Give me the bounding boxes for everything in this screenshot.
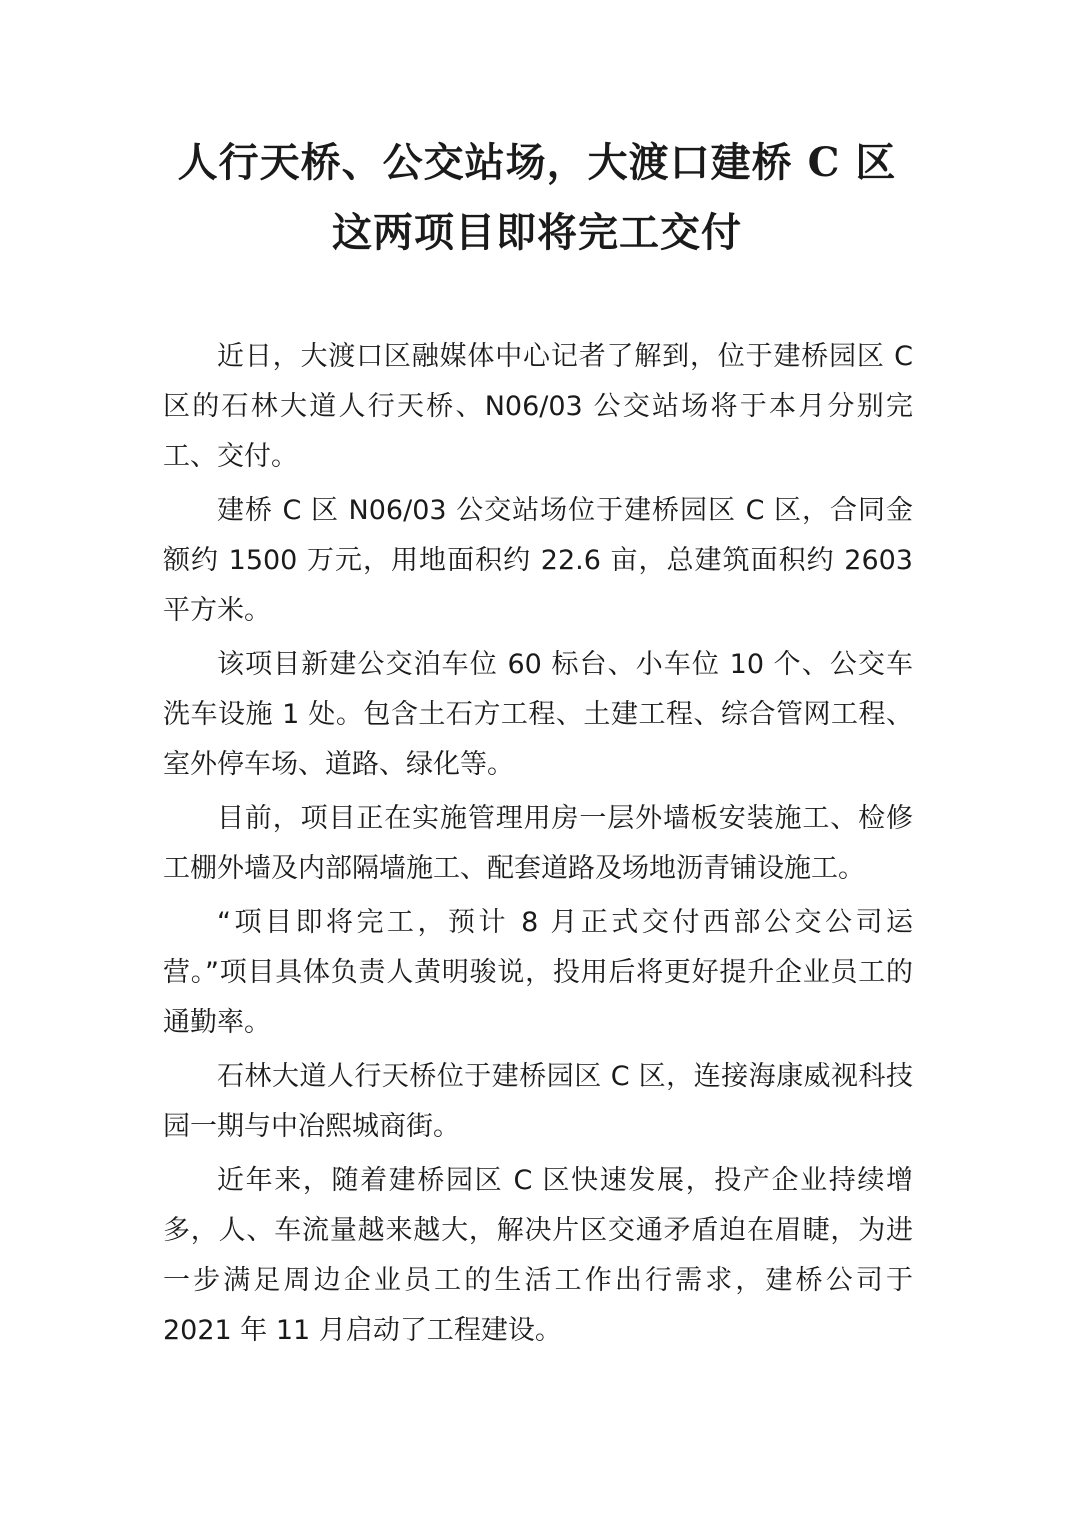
paragraph-1: 近日，大渡口区融媒体中心记者了解到，位于建桥园区 C 区的石林大道人行天桥、N06/03 公交站场将于本月分别完工、交付。 (163, 341, 913, 472)
article-body (163, 332, 913, 1360)
paragraph-3: 该项目新建公交泊车位 60 标台、小车位 10 个、公交车洗车设施 1 处。包含土石方工程、土建工程、综合管网工程、室外停车场、道路、绿化等。 (163, 649, 913, 780)
paragraph-7: 近年来，随着建桥园区 C 区快速发展，投产企业持续增多，人、车流量越来越大，解决片区交通矛盾迫在眉睫，为进一步满足周边企业员工的生活工作出行需求，建桥公司于 2021 年 11 月启动了工程建设。 (163, 1165, 913, 1346)
title-line-2: 这两项目即将完工交付 (332, 209, 742, 256)
paragraph-6: 石林大道人行天桥位于建桥园区 C 区，连接海康威视科技园一期与中冶熙城商街。 (163, 1061, 913, 1142)
paragraph-2: 建桥 C 区 N06/03 公交站场位于建桥园区 C 区，合同金额约 1500 万元，用地面积约 22.6 亩，总建筑面积约 2603 平方米。 (163, 495, 913, 626)
title-line-1: 人行天桥、公交站场，大渡口建桥 C 区 (177, 139, 897, 186)
paragraph-4: 目前，项目正在实施管理用房一层外墙板安装施工、检修工棚外墙及内部隔墙施工、配套道路及场地沥青铺设施工。 (163, 803, 913, 884)
paragraph-5: “项目即将完工，预计 8 月正式交付西部公交公司运营。”项目具体负责人黄明骏说，投用后将更好提升企业员工的通勤率。 (163, 907, 913, 1038)
article-title (0, 128, 1074, 268)
